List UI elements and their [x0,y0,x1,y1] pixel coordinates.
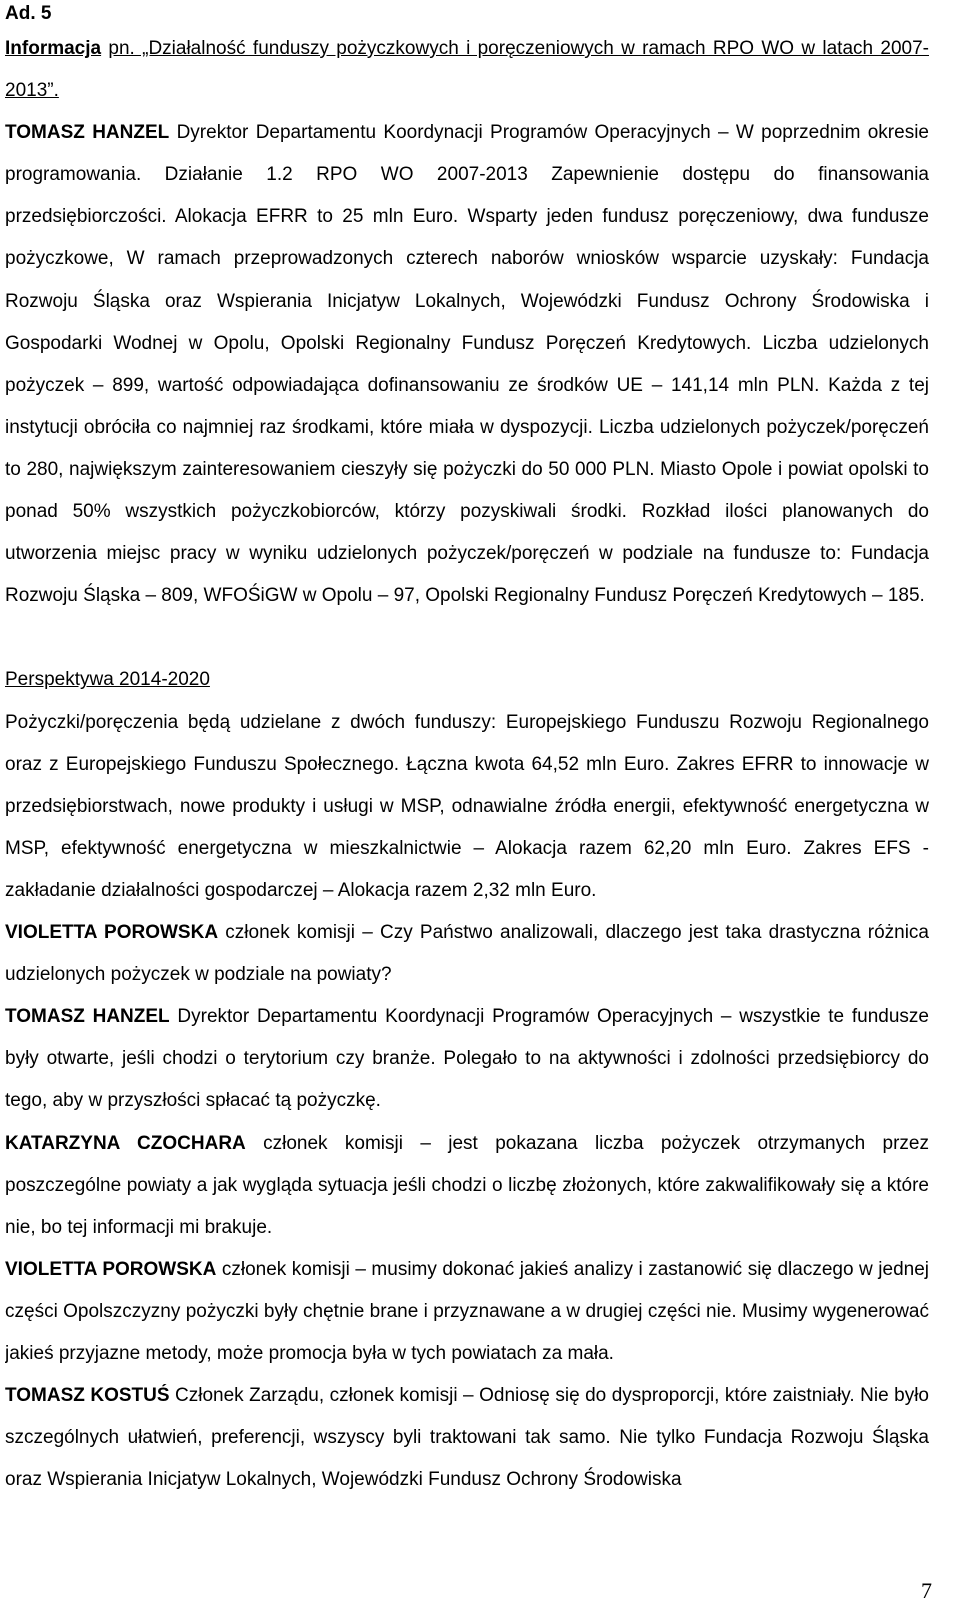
document-page [5,0,929,1501]
information-label: Informacja [5,38,102,59]
statement-czochara [5,1123,929,1249]
speaker-name: KATARZYNA CZOCHARA [5,1132,246,1154]
agenda-item-heading: Ad. 5 [5,3,52,24]
statement-text: Dyrektor Departamentu Koordynacji Programów Operacyjnych – W poprzednim okresie programowania. Działanie 1.2 RPO WO 2007-2013 Zapewnienie dostępu do finansowania przedsiębiorczości. Alokacja EFRR to 25 mln Euro. Wsparty jeden fundusz poręczeniowy, dwa fundusze pożyczkowe, W ramach przeprowadzonych czterech naborów wniosków wsparcie uzyskały: Fundacja Rozwoju Śląska oraz Wspierania Inicjatyw Lokalnych, Wojewódzki Fundusz Ochrony Środowiska i Gospodarki Wodnej w Opolu, Opolski Regionalny Fundusz Poręczeń Kredytowych. Liczba udzielonych pożyczek – 899, wartość odpowiadająca dofinansowaniu ze środków UE – 141,14 mln PLN. Każda z tej instytucji obróciła co najmniej raz środkami, które miała w dyspozycji. Liczba udzielonych pożyczek/poręczeń to 280, największym zainteresowaniem cieszyły się pożyczki do 50 000 PLN. Miasto Opole i powiat opolski to ponad 50% wszystkich pożyczkobiorców, którzy pozyskiwali środki. Rozkład ilości planowanych do utworzenia miejsc pracy w wyniku udzielonych pożyczek/poręczeń w podziale na fundusze to: Fundacja Rozwoju Śląska – 809, WFOŚiGW w Opolu – 97, Opolski Regionalny Fundusz Poręczeń Kredytowych – 185. [5,122,929,607]
statement-porowska-2 [5,1249,929,1375]
statement-text: Członek Zarządu, członek komisji – Odniosę się do dysproporcji, które zaistniały. Nie było szczególnych ułatwień, preferencji, wszyscy byli traktowani tak samo. Nie tylko Fundacja Rozwoju Śląska oraz Wspierania Inicjatyw Lokalnych, Wojewódzki Fundusz Ochrony Środowiska [5,1385,929,1491]
statement-text: członek komisji – musimy dokonać jakieś analizy i zastanowić się dlaczego w jednej części Opolszczyzny pożyczki były chętnie brane i przyznawane a w drugiej części nie. Musimy wygenerować jakieś przyjazne metody, może promocja była w tych powiatach za mała. [5,1258,929,1365]
perspective-subheading [5,659,929,701]
statement-text: członek komisji – jest pokazana liczba pożyczek otrzymanych przez poszczególne powiaty a jak wygląda sytuacja jeśli chodzi o liczbę złożonych, które zakwalifikowały się a które nie, bo tej informacji mi brakuje. [5,1132,929,1238]
speaker-name: VIOLETTA POROWSKA [5,922,219,944]
speaker-name: TOMASZ HANZEL [5,1006,170,1028]
statement-hanzel-1 [5,112,929,659]
statement-text: członek komisji – Czy Państwo analizowali, dlaczego jest taka drastyczna różnica udzielonych pożyczek w podziale na powiaty? [5,922,929,986]
statement-hanzel-2 [5,996,929,1122]
speaker-name: TOMASZ HANZEL [5,122,170,144]
statement-porowska-1 [5,912,929,996]
speaker-name: VIOLETTA POROWSKA [5,1258,217,1280]
page-number: 7 [921,1578,932,1603]
statement-text: Dyrektor Departamentu Koordynacji Programów Operacyjnych – wszystkie te fundusze były otwarte, jeśli chodzi o terytorium czy branże. Polegało to na aktywności i zdolności przedsiębiorcy do tego, aby w przyszłości spłacać tą pożyczkę. [5,1006,929,1112]
statement-kostus [5,1375,929,1501]
perspective-paragraph [5,702,929,913]
subheading-text: Perspektywa 2014-2020 [5,669,210,691]
speaker-name: TOMASZ KOSTUŚ [5,1385,170,1407]
information-title: pn. „Działalność funduszy pożyczkowych i poręczeniowych w ramach RPO WO w latach 2007-2013”. [5,38,929,102]
paragraph-text: Pożyczki/poręczenia będą udzielane z dwóch funduszy: Europejskiego Funduszu Rozwoju Regionalnego oraz z Europejskiego Funduszu Społecznego. Łączna kwota 64,52 mln Euro. Zakres EFRR to innowacje w przedsiębiorstwach, nowe produkty i usługi w MSP, odnawialne źródła energii, efektywność energetyczna w MSP, efektywność energetyczna w mieszkalnictwie – Alokacja razem 62,20 mln Euro. Zakres EFS - zakładanie działalności gospodarczej – Alokacja razem 2,32 mln Euro. [5,711,929,901]
information-title-paragraph [5,28,929,112]
